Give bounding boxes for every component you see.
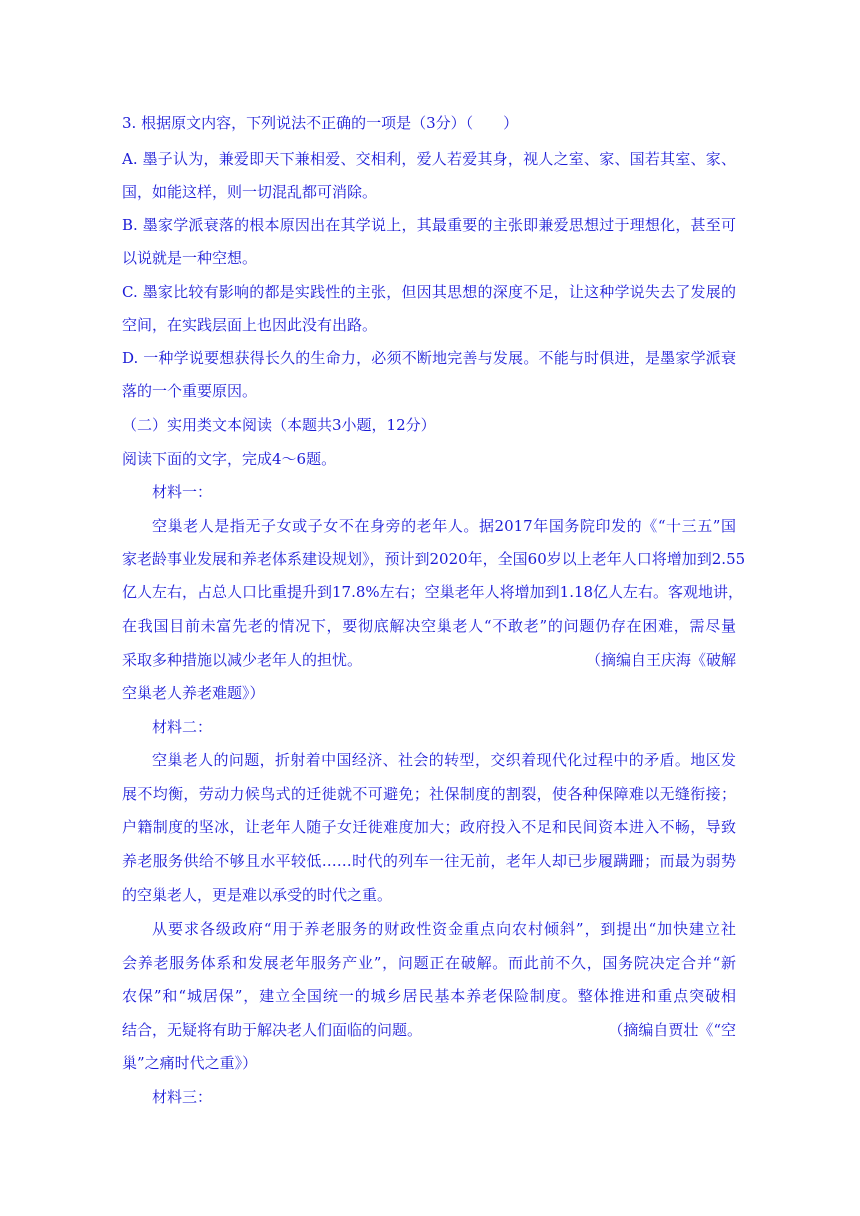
material-2-para-2-line-2: 会养老服务体系和发展老年服务产业”，问题正在破解。而此前不久，国务院决定合并“新: [122, 954, 736, 972]
question-3-stem: 3. 根据原文内容，下列说法不正确的一项是（3分）（ ）: [122, 114, 519, 132]
section-heading: （二）实用类文本阅读（本题共3小题，12分）: [122, 416, 436, 434]
material-1-source-end: 空巢老人养老难题》）: [122, 684, 265, 702]
material-2-source-start: （摘编自贾壮《“空: [608, 1021, 736, 1039]
material-1-title: 材料一：: [152, 483, 213, 501]
material-2-para-2-line-4: 结合，无疑将有助于解决老人们面临的问题。: [122, 1021, 423, 1039]
material-2-para-1-line-4: 养老服务供给不够且水平较低……时代的列车一往无前，老年人却已步履蹒跚；而最为弱势: [122, 852, 736, 870]
section-instruction: 阅读下面的文字，完成4～6题。: [122, 450, 337, 468]
material-1-line-5: 采取多种措施以减少老年人的担忧。: [122, 651, 363, 669]
option-b-line-2: 以说就是一种空想。: [122, 249, 258, 267]
option-a-line-2: 国，如能这样，则一切混乱都可消除。: [122, 183, 378, 201]
option-b-line-1: B. 墨家学派衰落的根本原因出在其学说上，其最重要的主张即兼爱思想过于理想化，甚至可: [122, 216, 736, 234]
material-2-title: 材料二：: [152, 718, 213, 736]
material-2-para-2-line-3: 农保”和“城居保”，建立全国统一的城乡居民基本养老保险制度。整体推进和重点突破相: [122, 987, 736, 1005]
option-c-line-2: 空间，在实践层面上也因此没有出路。: [122, 316, 378, 334]
material-2-source-end: 巢”之痛时代之重》）: [122, 1054, 258, 1072]
material-1-line-3: 亿人左右，占总人口比重提升到17.8%左右；空巢老年人将增加到1.18亿人左右。客观地讲，: [122, 583, 744, 601]
option-d-line-2: 落的一个重要原因。: [122, 382, 258, 400]
material-1-line-2: 家老龄事业发展和养老体系建设规划》，预计到2020年，全国60岁以上老年人口将增加到2.55: [122, 550, 746, 568]
material-2-para-1-line-5: 的空巢老人，更是难以承受的时代之重。: [122, 886, 393, 904]
material-2-para-1-line-2: 展不均衡，劳动力候鸟式的迁徙就不可避免；社保制度的割裂，使各种保障难以无缝衔接；: [122, 785, 736, 803]
material-1-line-4: 在我国目前未富先老的情况下，要彻底解决空巢老人“不敢老”的问题仍存在困难，需尽量: [122, 617, 736, 635]
option-c-line-1: C. 墨家比较有影响的都是实践性的主张，但因其思想的深度不足，让这种学说失去了发展的: [122, 283, 736, 301]
material-2-para-2-line-1: 从要求各级政府“用于养老服务的财政性资金重点向农村倾斜”，到提出“加快建立社: [152, 920, 736, 938]
option-d-line-1: D. 一种学说要想获得长久的生命力，必须不断地完善与发展。不能与时俱进，是墨家学派衰: [122, 349, 736, 367]
option-a-line-1: A. 墨子认为，兼爱即天下兼相爱、交相利，爱人若爱其身，视人之室、家、国若其室、家、: [122, 150, 736, 168]
material-1-line-1: 空巢老人是指无子女或子女不在身旁的老年人。据2017年国务院印发的《“十三五”国: [152, 517, 736, 535]
material-3-title: 材料三：: [152, 1088, 213, 1106]
material-2-para-1-line-1: 空巢老人的问题，折射着中国经济、社会的转型，交织着现代化过程中的矛盾。地区发: [152, 751, 736, 769]
material-2-para-1-line-3: 户籍制度的坚冰，让老年人随子女迁徙难度加大；政府投入不足和民间资本进入不畅，导致: [122, 818, 736, 836]
material-1-source-start: （摘编自王庆海《破解: [585, 651, 736, 669]
